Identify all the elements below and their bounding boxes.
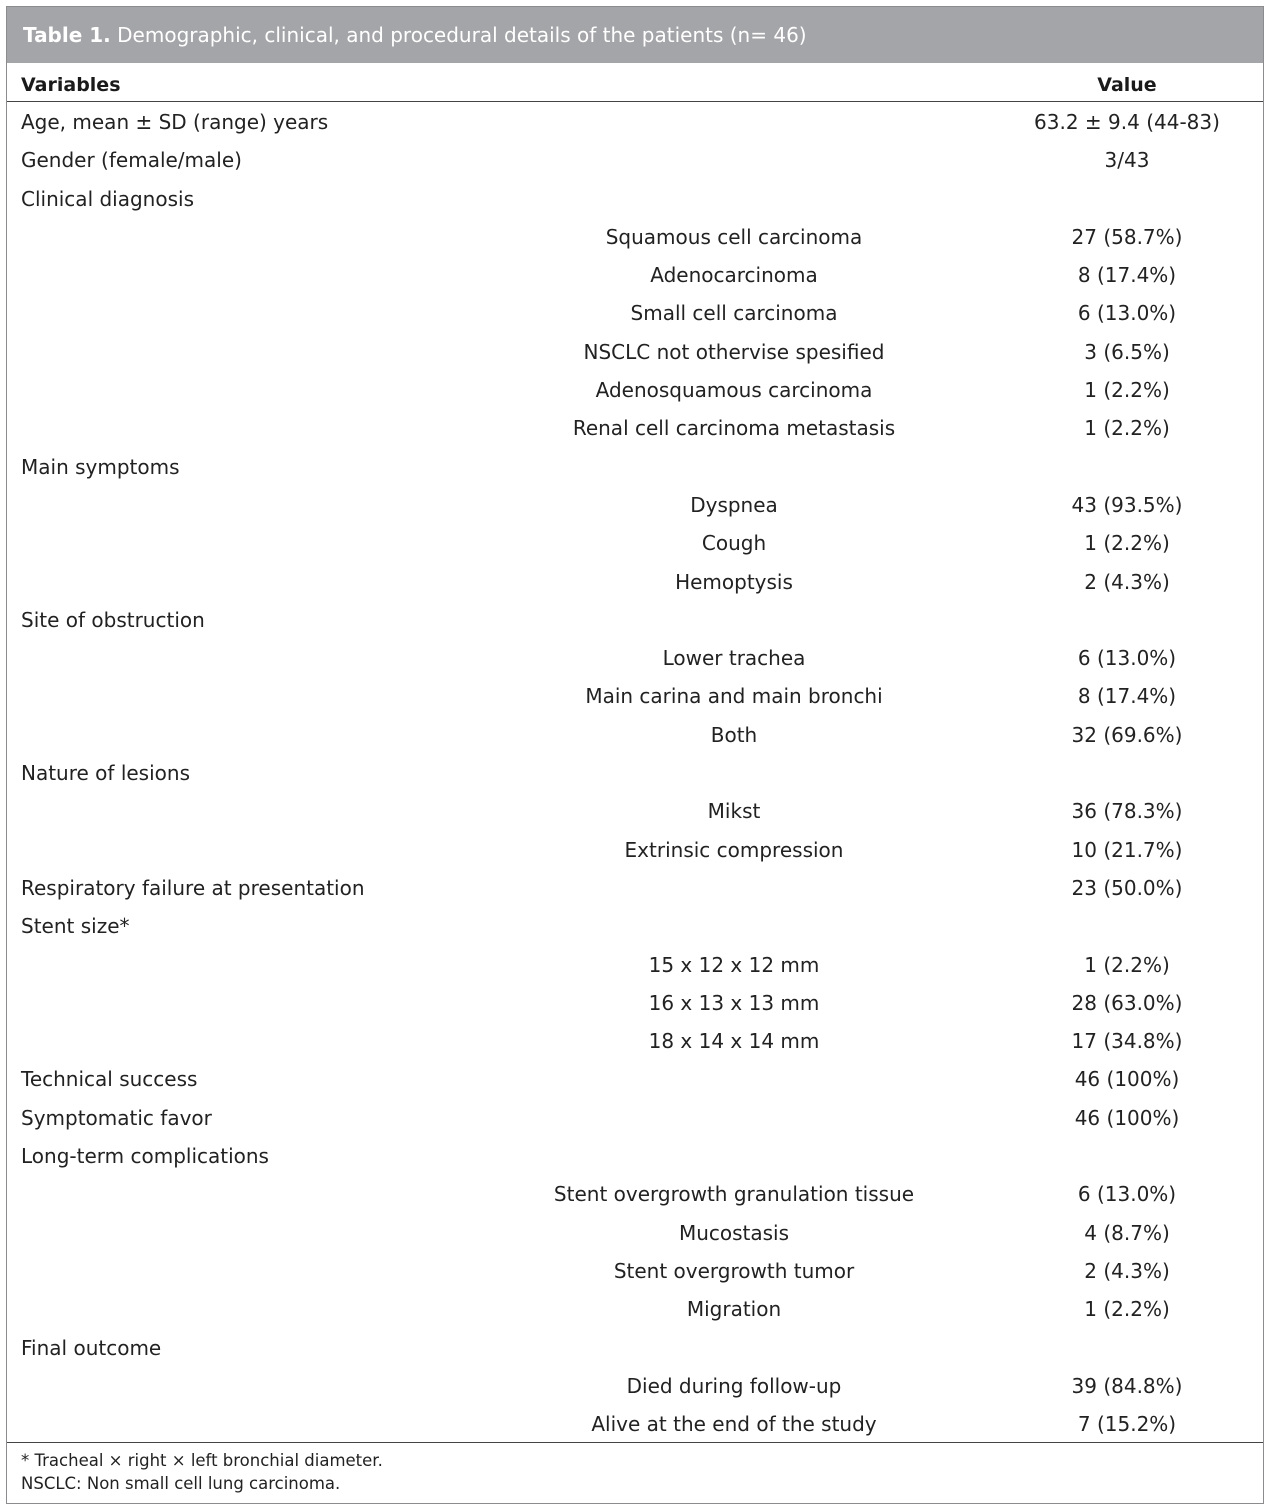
table-row [7, 141, 1263, 179]
table-row [7, 1214, 1263, 1252]
table-row [7, 448, 1263, 486]
row-value: 6 (13.0%) [1077, 646, 1177, 671]
row-subcategory: 15 x 12 x 12 mm [648, 952, 820, 977]
row-value: 8 (17.4%) [1077, 684, 1177, 709]
table-row [7, 716, 1263, 754]
row-subcategory: Mikst [707, 799, 761, 824]
row-value: 2 (4.3%) [1084, 569, 1170, 594]
table-row [7, 1367, 1263, 1405]
table-row [7, 1022, 1263, 1060]
table-row [7, 103, 1263, 141]
header-variables: Variables [21, 74, 121, 96]
table-row [7, 1099, 1263, 1137]
row-value: 4 (8.7%) [1084, 1220, 1170, 1245]
table-row [7, 869, 1263, 907]
row-value: 1 (2.2%) [1084, 1297, 1170, 1322]
table-row [7, 486, 1263, 524]
row-variable: Clinical diagnosis [21, 186, 194, 211]
row-subcategory: Stent overgrowth tumor [613, 1258, 855, 1283]
table-row [7, 1252, 1263, 1290]
table-frame [6, 6, 1264, 1504]
table-row [7, 333, 1263, 371]
table-row [7, 831, 1263, 869]
row-value: 1 (2.2%) [1084, 952, 1170, 977]
row-value: 39 (84.8%) [1071, 1373, 1183, 1398]
row-subcategory: Migration [686, 1297, 782, 1322]
footnote-divider [7, 1442, 1263, 1443]
caption-label: Table 1. [23, 23, 111, 47]
row-variable: Stent size* [21, 914, 130, 939]
row-variable: Age, mean ± SD (range) years [21, 110, 329, 134]
row-subcategory: Died during follow-up [626, 1373, 842, 1398]
row-subcategory: Alive at the end of the study [591, 1412, 877, 1437]
table-row [7, 1290, 1263, 1328]
table-row [7, 946, 1263, 984]
footnotes [21, 1449, 383, 1495]
row-variable: Gender (female/male) [21, 148, 242, 173]
row-subcategory: Renal cell carcinoma metastasis [572, 416, 896, 441]
row-value: 23 (50.0%) [1071, 875, 1183, 900]
row-subcategory: 18 x 14 x 14 mm [648, 1029, 820, 1054]
row-value: 3/43 [1104, 148, 1150, 173]
row-value: 10 (21.7%) [1071, 837, 1183, 862]
row-variable: Long-term complications [21, 1144, 269, 1169]
table-row [7, 294, 1263, 332]
row-subcategory: Extrinsic compression [624, 837, 844, 862]
table-body [7, 103, 1263, 1443]
row-subcategory: Stent overgrowth granulation tissue [553, 1182, 915, 1207]
row-value: 32 (69.6%) [1071, 722, 1183, 747]
row-subcategory: Mucostasis [678, 1220, 790, 1245]
table-row [7, 601, 1263, 639]
row-value: 27 (58.7%) [1071, 224, 1183, 249]
table-row [7, 754, 1263, 792]
row-variable: Nature of lesions [21, 761, 190, 786]
row-value: 1 (2.2%) [1084, 416, 1170, 441]
row-subcategory: Main carina and main bronchi [585, 684, 883, 709]
row-value: 1 (2.2%) [1084, 378, 1170, 403]
row-value: 8 (17.4%) [1077, 263, 1177, 288]
row-variable: Final outcome [21, 1335, 162, 1360]
table-row [7, 1137, 1263, 1175]
row-subcategory: Cough [701, 531, 767, 556]
row-subcategory: Adenocarcinoma [650, 263, 818, 288]
table-row [7, 371, 1263, 409]
row-variable: Symptomatic favor [21, 1105, 212, 1130]
table-row [7, 256, 1263, 294]
caption-text: Demographic, clinical, and procedural details of the patients (n= 46) [110, 23, 807, 47]
table-row [7, 792, 1263, 830]
row-subcategory: Both [710, 722, 758, 747]
row-value: 28 (63.0%) [1071, 990, 1183, 1015]
row-value: 3 (6.5%) [1084, 339, 1170, 364]
table-row [7, 218, 1263, 256]
table-row [7, 677, 1263, 715]
row-value: 2 (4.3%) [1084, 1258, 1170, 1283]
table-row [7, 180, 1263, 218]
table-header [7, 63, 1263, 102]
row-value: 63.2 ± 9.4 (44-83) [1034, 110, 1220, 134]
footnote-stent: * Tracheal × right × left bronchial diameter. [21, 1451, 383, 1470]
table-row [7, 1060, 1263, 1098]
row-subcategory: NSCLC not othervise spesified [583, 339, 885, 364]
table-row [7, 563, 1263, 601]
row-value: 6 (13.0%) [1077, 301, 1177, 326]
row-variable: Main symptoms [21, 454, 180, 479]
row-subcategory: Dyspnea [690, 492, 778, 517]
row-subcategory: Squamous cell carcinoma [605, 224, 863, 249]
row-variable: Site of obstruction [21, 607, 205, 632]
row-subcategory: Adenosquamous carcinoma [595, 378, 873, 403]
header-value: Value [1097, 74, 1157, 96]
row-value: 46 (100%) [1074, 1105, 1180, 1130]
table-row [7, 984, 1263, 1022]
table-caption [7, 7, 1263, 63]
table-row [7, 1175, 1263, 1213]
table-row [7, 1405, 1263, 1443]
table-row [7, 524, 1263, 562]
row-subcategory: Small cell carcinoma [630, 301, 838, 326]
row-variable: Respiratory failure at presentation [21, 875, 365, 900]
row-value: 46 (100%) [1074, 1067, 1180, 1092]
row-subcategory: 16 x 13 x 13 mm [648, 990, 820, 1015]
row-value: 1 (2.2%) [1084, 531, 1170, 556]
footnote-nsclc: NSCLC: Non small cell lung carcinoma. [21, 1474, 341, 1493]
table-row [7, 1329, 1263, 1367]
row-value: 6 (13.0%) [1077, 1182, 1177, 1207]
row-value: 17 (34.8%) [1071, 1029, 1183, 1054]
row-subcategory: Lower trachea [662, 646, 806, 671]
table-row [7, 907, 1263, 945]
row-value: 7 (15.2%) [1077, 1412, 1177, 1437]
row-value: 43 (93.5%) [1071, 492, 1183, 517]
row-value: 36 (78.3%) [1071, 799, 1183, 824]
table-row [7, 639, 1263, 677]
table-row [7, 409, 1263, 447]
row-subcategory: Hemoptysis [675, 569, 793, 594]
row-variable: Technical success [21, 1067, 198, 1092]
